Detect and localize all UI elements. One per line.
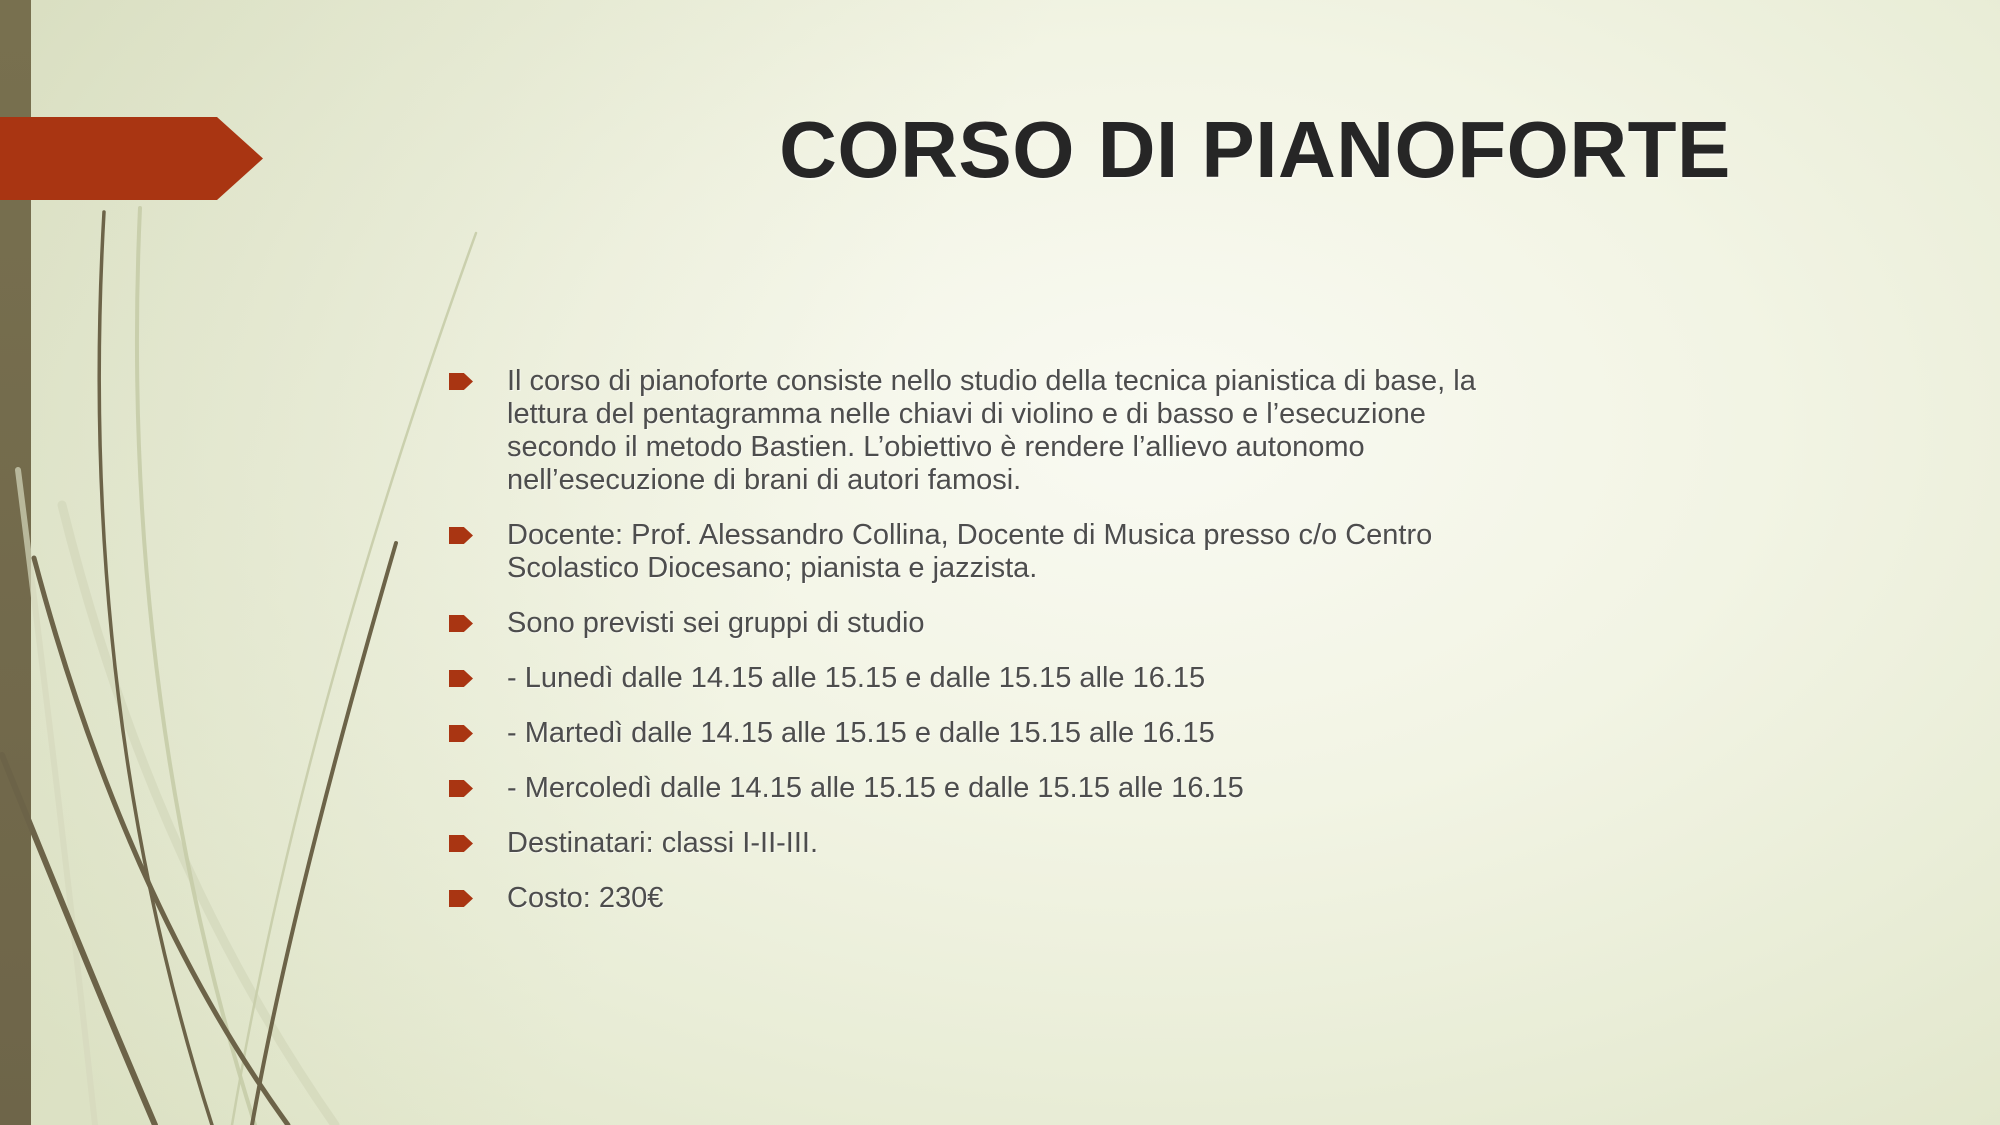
arrow-bullet-icon [449,373,473,390]
bullet-list [449,365,1789,937]
arrow-bullet-icon [449,890,473,907]
bullet-item [449,519,1789,585]
bullet-line: - Lunedì dalle 14.15 alle 15.15 e dalle 15.15 alle 16.15 [507,662,1206,694]
arrow-bullet-icon [449,670,473,687]
bullet-line: Il corso di pianoforte consiste nello studio della tecnica pianistica di base, la [507,365,1476,397]
slide-title: CORSO DI PIANOFORTE [779,105,1731,194]
grass-strand-dark [252,543,396,1125]
bullet-text [507,882,663,915]
bullet-line: Destinatari: classi I-II-III. [507,827,819,859]
arrow-bullet-icon [449,725,473,742]
arrow-bullet-icon [449,780,473,797]
bullet-text [507,607,925,640]
bullet-line: secondo il metodo Bastien. L’obiettivo è rendere l’allievo autonomo [507,431,1365,463]
grass-strand-dark [34,558,288,1125]
arrow-bullet-icon [449,835,473,852]
bullet-line: Costo: 230€ [507,882,664,914]
bullet-line: - Mercoledì dalle 14.15 alle 15.15 e dalle 15.15 alle 16.15 [507,772,1244,804]
bullet-line: Scolastico Diocesano; pianista e jazzista. [507,552,1038,584]
grass-strand-dark [99,212,212,1125]
bullet-item [449,827,1789,860]
bullet-item [449,882,1789,915]
bullet-line: - Martedì dalle 14.15 alle 15.15 e dalle 15.15 alle 16.15 [507,717,1215,749]
bullet-text [507,662,1205,695]
bullet-text [507,772,1244,805]
bullet-item [449,607,1789,640]
bullet-line: lettura del pentagramma nelle chiavi di violino e di basso e l’esecuzione [507,398,1426,430]
bullet-item [449,365,1789,497]
arrow-bullet-icon [449,615,473,632]
red-arrow-banner-icon [0,117,263,200]
bullet-text [507,519,1432,585]
bullet-item [449,717,1789,750]
grass-strand-pale [62,505,335,1125]
bullet-item [449,662,1789,695]
bullet-text [507,365,1476,497]
arrow-bullet-icon [449,527,473,544]
bullet-line: Docente: Prof. Alessandro Collina, Docente di Musica presso c/o Centro [507,519,1433,551]
bullet-line: nell’esecuzione di brani di autori famosi. [507,464,1022,496]
bullet-text [507,717,1215,750]
bullet-item [449,772,1789,805]
grass-strand-light [137,208,255,1125]
bullet-line: Sono previsti sei gruppi di studio [507,607,925,639]
bullet-text [507,827,818,860]
grass-strand-light [232,233,476,1125]
